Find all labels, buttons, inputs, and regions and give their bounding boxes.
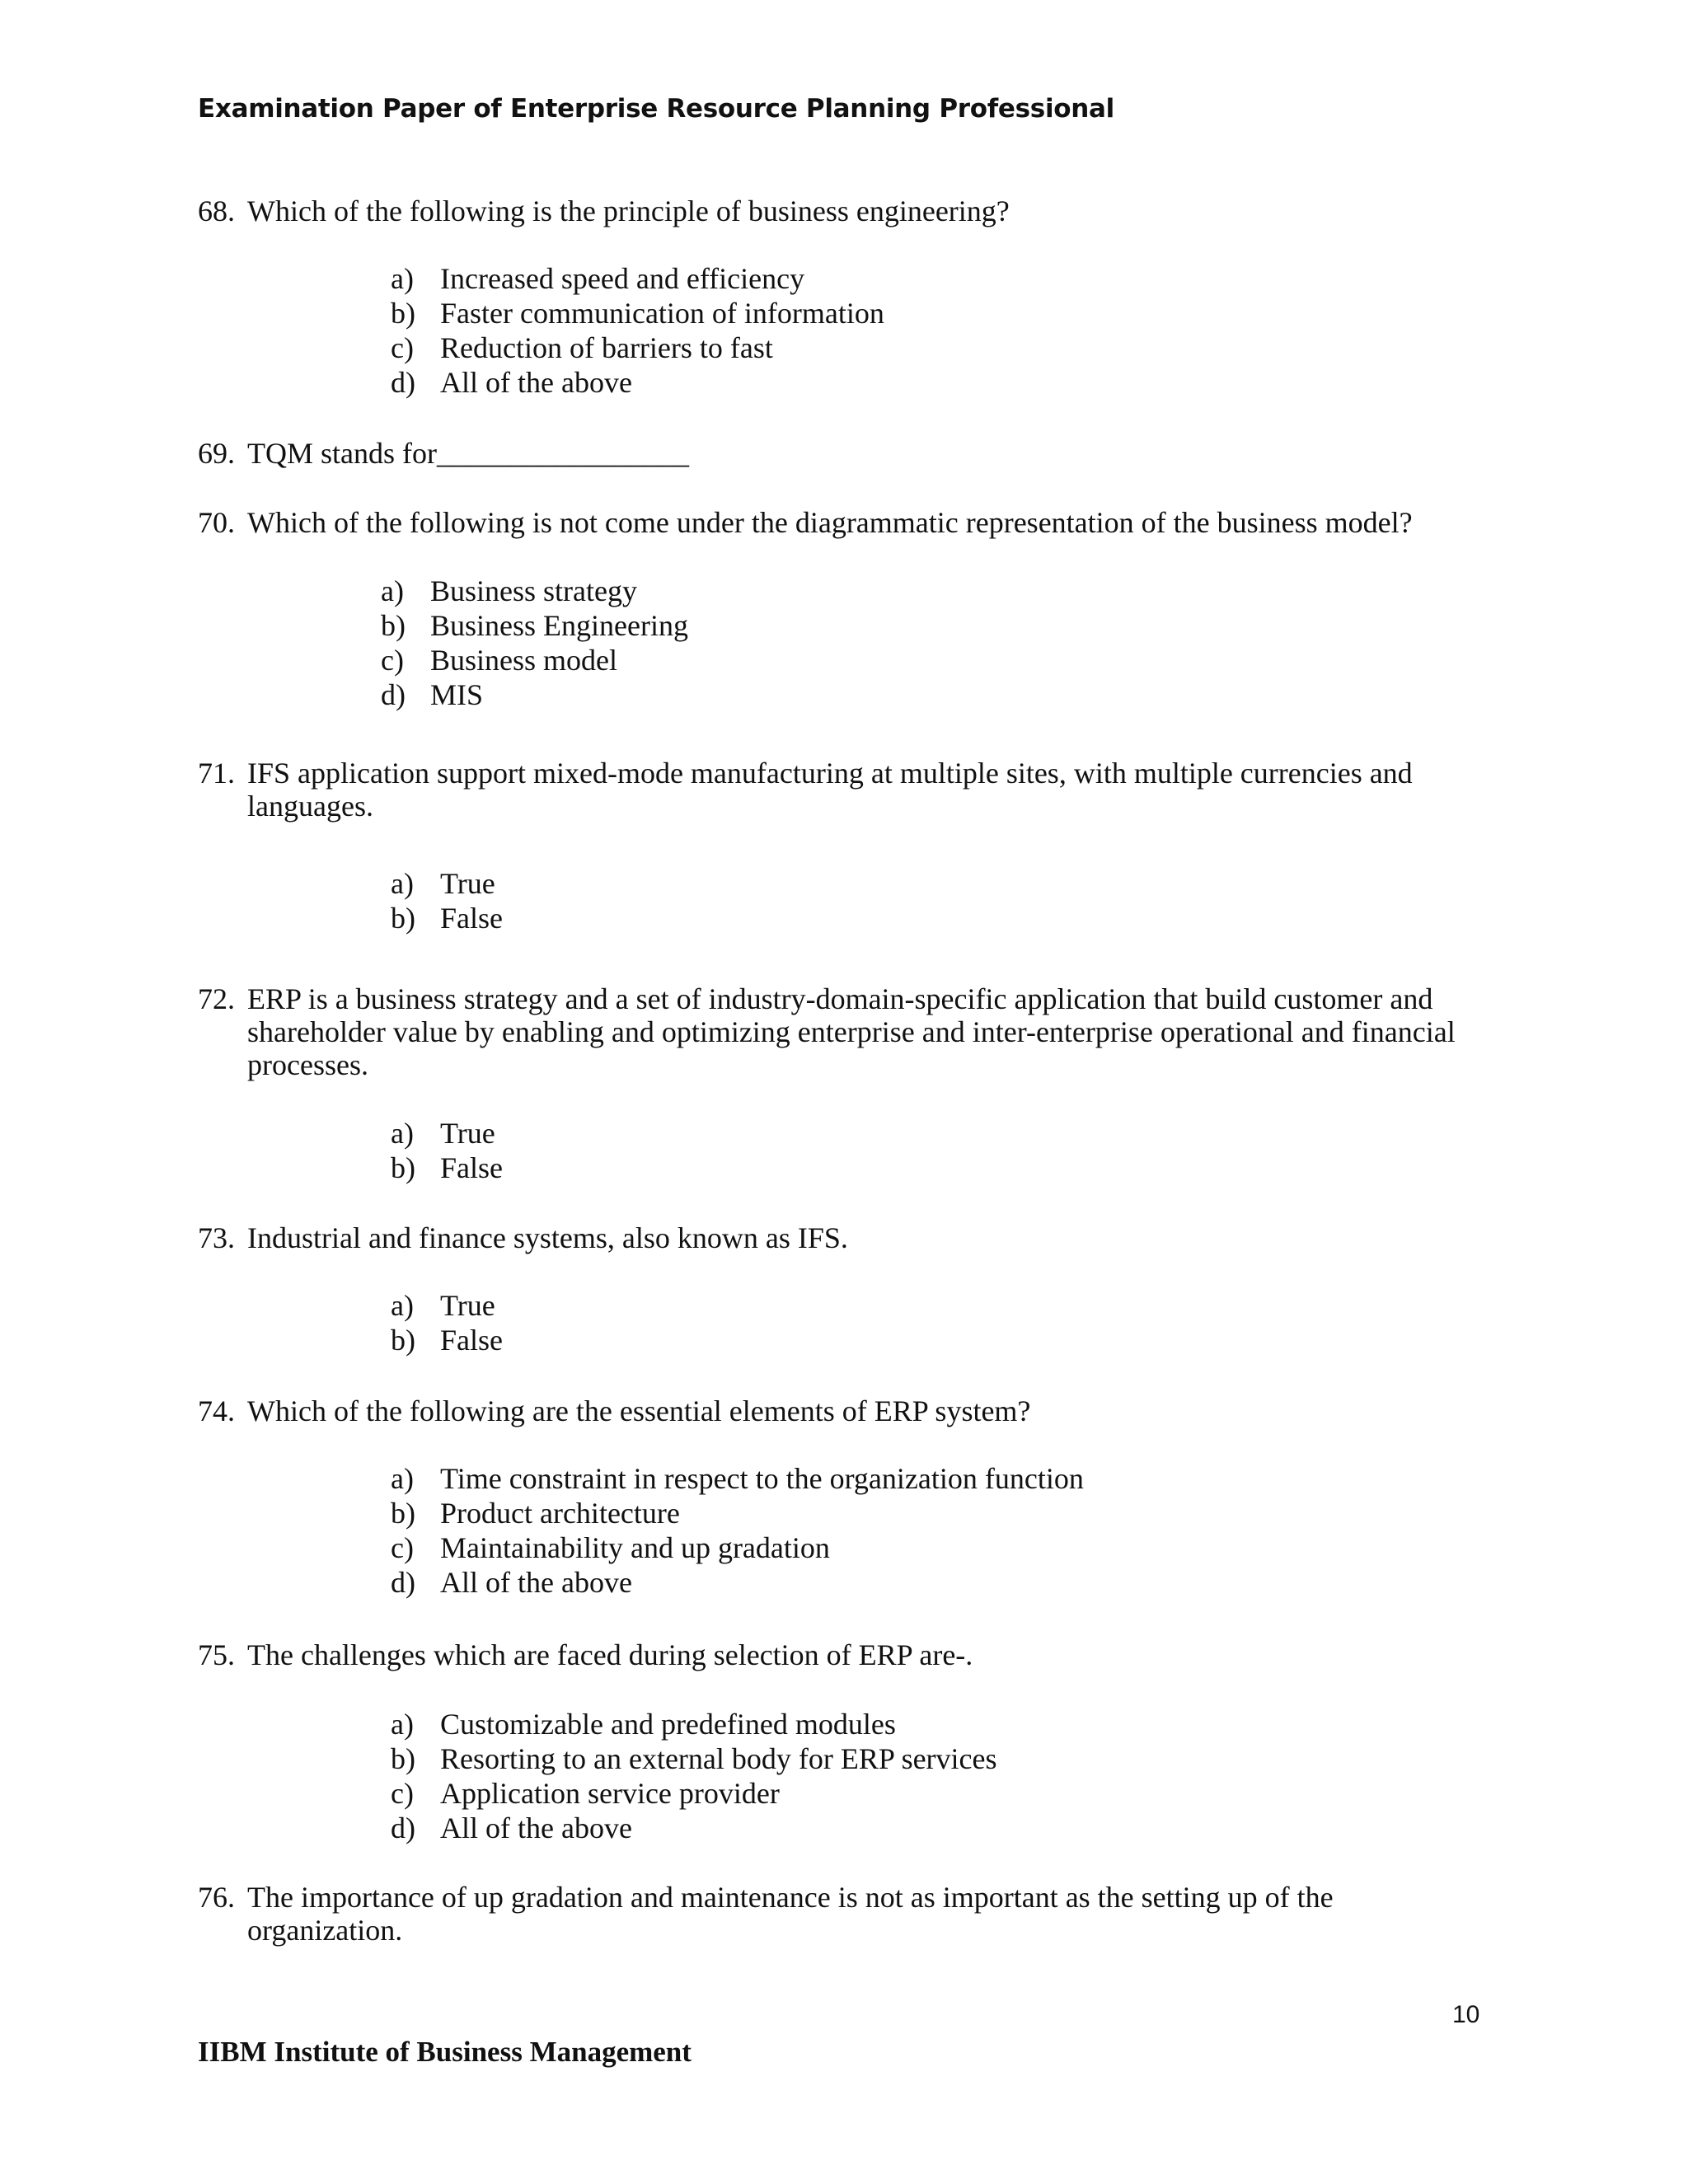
option-item [381, 574, 688, 608]
question-number: 75. [198, 1638, 235, 1671]
option-letter: c) [381, 644, 404, 677]
option-letter: a) [391, 1708, 414, 1741]
option-item [391, 365, 884, 400]
option-item [391, 1530, 1084, 1565]
option-text: All of the above [440, 1566, 632, 1599]
question-69 [198, 437, 1484, 470]
option-text: Application service provider [440, 1777, 780, 1810]
question-68-options [391, 261, 884, 400]
option-letter: d) [391, 1811, 415, 1844]
option-item [391, 901, 503, 935]
question-number: 68. [198, 194, 235, 227]
option-letter: c) [391, 331, 414, 364]
question-75 [198, 1638, 1484, 1671]
option-item [391, 1811, 997, 1845]
question-73-options [391, 1288, 503, 1357]
option-item [391, 1741, 997, 1776]
option-letter: b) [391, 1324, 415, 1357]
question-number: 71. [198, 757, 235, 790]
question-text: IFS application support mixed-mode manufacturing at multiple sites, with multiple currencies and languages. [247, 757, 1413, 823]
option-item [391, 330, 884, 365]
option-item [391, 1776, 997, 1811]
option-text: True [440, 1117, 495, 1150]
option-text: Business Engineering [430, 609, 688, 642]
question-text: ERP is a business strategy and a set of industry-domain-specific application that build customer and shareholder value by enabling and optimizing enterprise and inter-enterprise operational and financial processes. [247, 982, 1456, 1081]
option-letter: b) [391, 1151, 415, 1184]
option-item [391, 1461, 1084, 1496]
question-73 [198, 1221, 1484, 1254]
question-number: 72. [198, 982, 235, 1015]
option-text: Customizable and predefined modules [440, 1708, 896, 1741]
question-text: Industrial and finance systems, also known as IFS. [247, 1221, 848, 1254]
option-text: Business strategy [430, 574, 637, 607]
question-text: The importance of up gradation and maintenance is not as important as the setting up of the organization. [247, 1881, 1334, 1947]
question-70-options [381, 574, 688, 712]
page-header-title: Examination Paper of Enterprise Resource Planning Professional [198, 94, 1114, 124]
option-letter: b) [381, 609, 406, 642]
option-text: False [440, 1151, 503, 1184]
question-76 [198, 1881, 1484, 1947]
option-text: Increased speed and efficiency [440, 262, 805, 295]
option-letter: a) [391, 1289, 414, 1322]
option-letter: b) [391, 1497, 415, 1530]
option-item [391, 1496, 1084, 1530]
question-text: Which of the following is not come under the diagrammatic representation of the business model? [247, 506, 1413, 539]
option-item [381, 643, 688, 677]
question-72-options [391, 1116, 503, 1185]
option-text: True [440, 1289, 495, 1322]
option-text: True [440, 867, 495, 900]
question-text: Which of the following is the principle of business engineering? [247, 194, 1010, 227]
question-72 [198, 982, 1484, 1081]
option-text: All of the above [440, 1811, 632, 1844]
option-item [391, 1323, 503, 1357]
question-74-options [391, 1461, 1084, 1600]
option-text: Maintainability and up gradation [440, 1531, 830, 1564]
option-letter: b) [391, 297, 415, 330]
option-text: Faster communication of information [440, 297, 884, 330]
question-number: 74. [198, 1394, 235, 1427]
question-number: 73. [198, 1221, 235, 1254]
page-number: 10 [1452, 2001, 1480, 2028]
option-letter: d) [391, 1566, 415, 1599]
option-letter: c) [391, 1531, 414, 1564]
question-71 [198, 757, 1484, 823]
question-74 [198, 1394, 1484, 1427]
option-letter: d) [391, 366, 415, 399]
option-text: Resorting to an external body for ERP services [440, 1742, 997, 1775]
footer-institute-name: IIBM Institute of Business Management [198, 2036, 692, 2068]
option-text: Reduction of barriers to fast [440, 331, 773, 364]
option-text: MIS [430, 678, 484, 711]
option-item [381, 677, 688, 712]
option-item [391, 1116, 503, 1151]
option-letter: b) [391, 902, 415, 935]
option-text: Business model [430, 644, 618, 677]
option-letter: a) [391, 1117, 414, 1150]
option-item [381, 608, 688, 643]
option-text: False [440, 1324, 503, 1357]
option-item [391, 261, 884, 296]
option-letter: a) [391, 867, 414, 900]
question-text: The challenges which are faced during selection of ERP are-. [247, 1638, 973, 1671]
question-68 [198, 194, 1484, 227]
question-number: 69. [198, 437, 235, 470]
option-letter: b) [391, 1742, 415, 1775]
option-text: Time constraint in respect to the organization function [440, 1462, 1084, 1495]
option-item [391, 296, 884, 330]
option-letter: c) [391, 1777, 414, 1810]
option-letter: a) [391, 1462, 414, 1495]
option-letter: a) [391, 262, 414, 295]
option-letter: a) [381, 574, 404, 607]
option-item [391, 866, 503, 901]
question-number: 70. [198, 506, 235, 539]
option-text: False [440, 902, 503, 935]
option-item [391, 1288, 503, 1323]
option-item [391, 1151, 503, 1185]
question-text: TQM stands for_________________ [247, 437, 689, 470]
question-number: 76. [198, 1881, 235, 1914]
option-item [391, 1565, 1084, 1600]
question-70 [198, 506, 1484, 539]
question-75-options [391, 1707, 997, 1845]
option-item [391, 1707, 997, 1741]
option-letter: d) [381, 678, 406, 711]
option-text: Product architecture [440, 1497, 680, 1530]
question-71-options [391, 866, 503, 935]
option-text: All of the above [440, 366, 632, 399]
question-text: Which of the following are the essential elements of ERP system? [247, 1394, 1031, 1427]
